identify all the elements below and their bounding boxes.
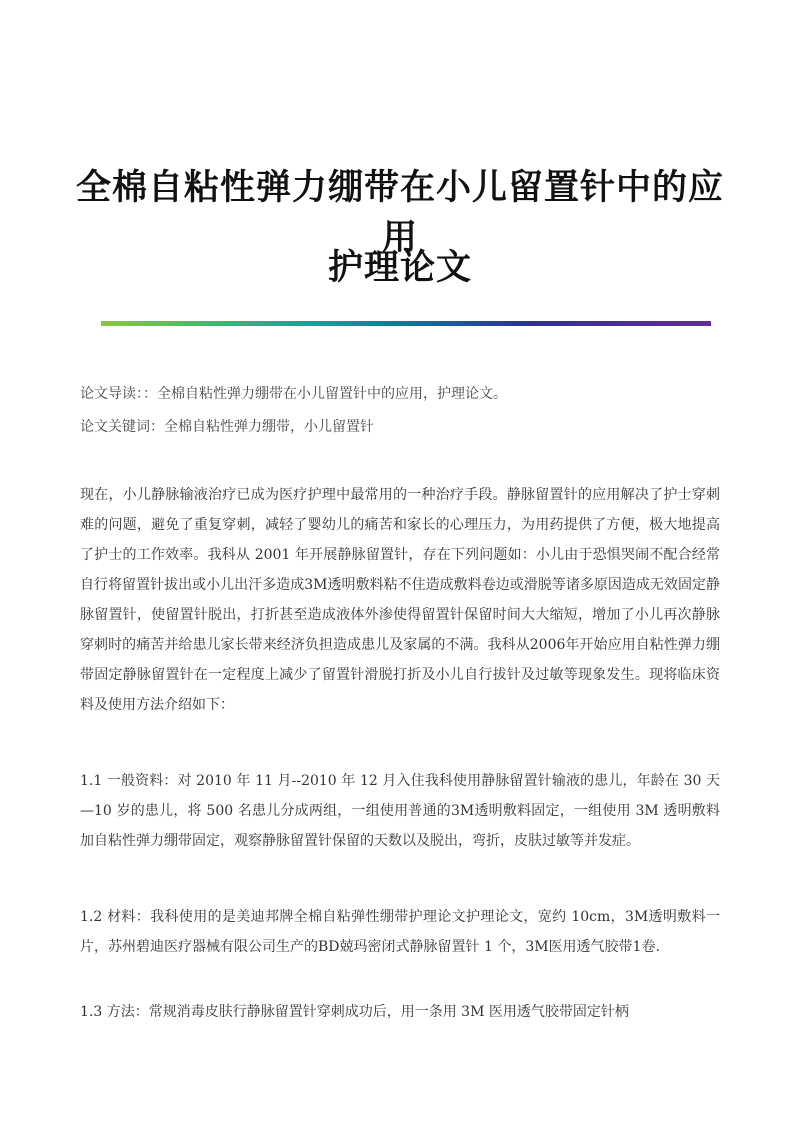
body-paragraph: 1.2 材料：我科使用的是美迪邦牌全棉自粘弹性绷带护理论文护理论文，宽约 10cm，3M透明敷料一片，苏州碧迪医疗器械有限公司生产的BD兢玛密闭式静脉留置针 1 个，3M医用透气胶带1卷. bbox=[80, 909, 720, 955]
keywords-text: 论文关键词：全棉自粘性弹力绷带，小儿留置针 bbox=[80, 419, 374, 435]
document-title-line-2: 护理论文 bbox=[327, 247, 472, 288]
body-paragraph: 现在，小儿静脉输液治疗已成为医疗护理中最常用的一种治疗手段。静脉留置针的应用解决了护士穿刺难的问题，避免了重复穿刺，减轻了婴幼儿的痛苦和家长的心理压力，为用药提供了方便，极大地提高了护士的工作效率。我科从 2001 年开展静脉留置针，存在下列问题如：小儿由于恐惧哭闹不配合经常自行将留置针拔出或小儿出汗多造成3M透明敷料粘不住造成敷料卷边或滑脱等诸多原因造成无效固定静脉留置针，使留置针脱出，打折甚至造成液体外渗使得留置针保留时间大大缩短，增加了小儿再次静脉穿刺时的痛苦并给患儿家长带来经济负担造成患儿及家属的不满。我科从2006年开始应用自粘性弹力绷带固定静脉留置针在一定程度上减少了留置针滑脱打折及小儿自行拔针及过敏等现象发生。现将临床资料及使用方法介绍如下： bbox=[80, 487, 720, 713]
document-title-line-1: 全棉自粘性弹力绷带在小儿留置针中的应用 bbox=[75, 167, 724, 258]
body-paragraph: 1.1 一般资料：对 2010 年 11 月--2010 年 12 月入住我科使用静脉留置针输液的患儿，年龄在 30 天—10 岁的患儿，将 500 名患儿分成两组，一组使用普通的3M透明敷料固定，一组使用 3M 透明敷料加自粘性弹力绷带固定，观察静脉留置针保留的天数以及脱出，弯折，皮肤过敏等并发症。 bbox=[80, 773, 720, 849]
title-divider bbox=[101, 321, 711, 326]
lead-text: 论文导读：：全棉自粘性弹力绷带在小儿留置针中的应用，护理论文。 bbox=[80, 386, 507, 402]
body-paragraph: 1.3 方法：常规消毒皮肤行静脉留置针穿刺成功后，用一条用 3M 医用透气胶带固定针柄 bbox=[80, 1004, 629, 1020]
